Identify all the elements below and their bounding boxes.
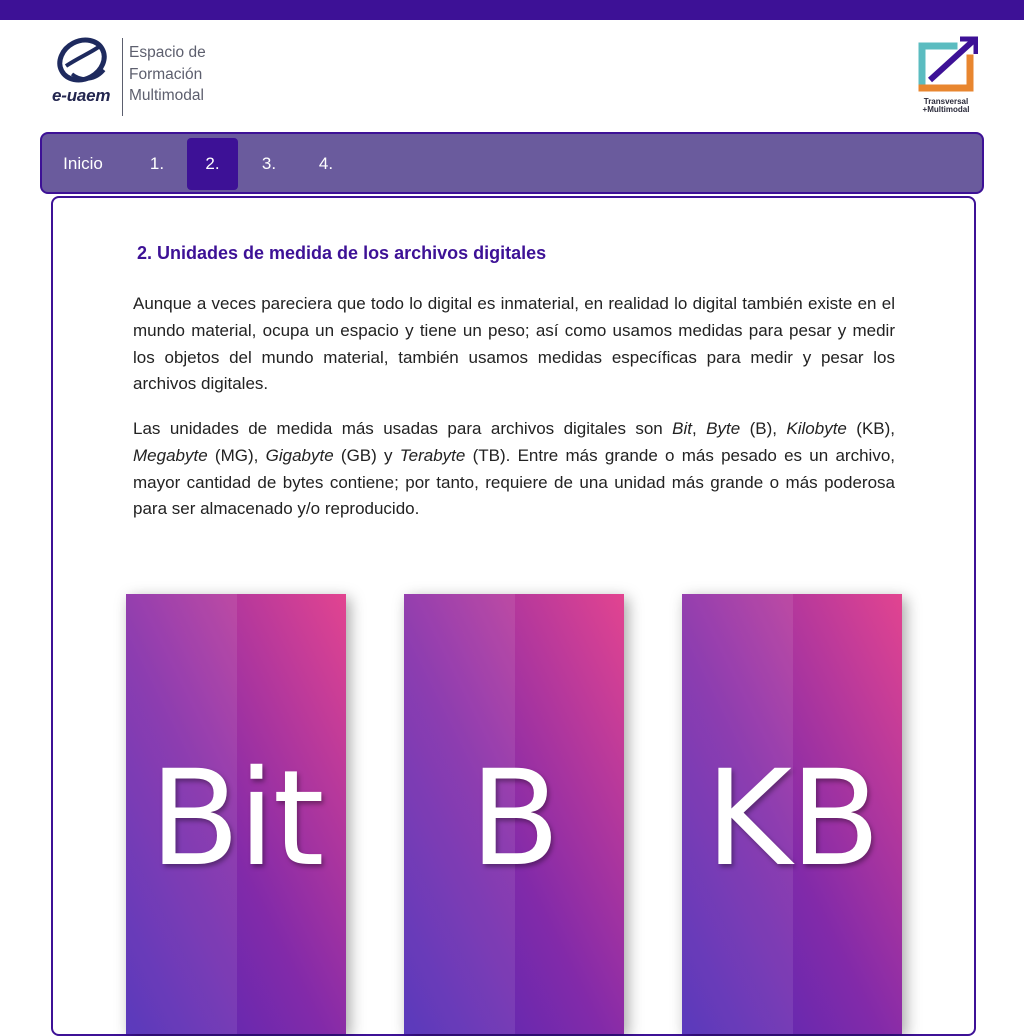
paragraph-text: (GB) y bbox=[333, 445, 400, 465]
euaem-logo[interactable] bbox=[52, 36, 232, 120]
card-label: Bit bbox=[149, 742, 323, 896]
paragraph-text: , bbox=[692, 419, 707, 438]
paragraph-units bbox=[133, 416, 895, 523]
nav-item-3[interactable]: 3. bbox=[261, 154, 277, 173]
transversal-logo[interactable] bbox=[914, 36, 978, 116]
logo-short-name: e-uaem bbox=[52, 86, 111, 105]
unit-byte: Byte bbox=[706, 419, 741, 438]
unit-card-byte[interactable] bbox=[404, 594, 624, 1034]
unit-kilobyte: Kilobyte bbox=[786, 419, 847, 438]
logo-divider bbox=[122, 38, 123, 116]
paragraph-text: (TB). Entre más grande o más pesado es un archivo, mayor cantidad de bytes contiene; por tanto, requiere de una unidad más grande o más poderosa para ser almacenado y/o reproducido. bbox=[133, 445, 895, 519]
transversal-caption bbox=[914, 98, 978, 114]
transversal-arrow-icon bbox=[914, 36, 978, 96]
euaem-logo-mark-icon bbox=[52, 36, 122, 120]
logo-line: Formación bbox=[129, 65, 203, 83]
unit-card-kilobyte[interactable] bbox=[682, 594, 902, 1034]
logo-line: Multimodal bbox=[129, 87, 204, 104]
nav-item-4[interactable]: 4. bbox=[318, 154, 334, 173]
paragraph-text: (B), bbox=[740, 419, 787, 438]
caption-line: +Multimodal bbox=[922, 105, 970, 114]
nav-item-inicio[interactable]: Inicio bbox=[63, 154, 103, 173]
section-heading: 2. Unidades de medida de los archivos digitales bbox=[137, 243, 547, 263]
unit-megabyte: Megabyte bbox=[133, 445, 208, 465]
card-label: KB bbox=[705, 742, 879, 896]
paragraph-text: Las unidades de medida más usadas para archivos digitales son bbox=[133, 419, 673, 438]
top-bar bbox=[0, 0, 1024, 20]
section-nav bbox=[40, 132, 984, 194]
unit-terabyte: Terabyte bbox=[399, 445, 466, 465]
logo-title bbox=[129, 42, 206, 107]
paragraph-text: (KB), bbox=[846, 419, 896, 438]
unit-card-bit[interactable] bbox=[126, 594, 346, 1034]
paragraph-text: (MG), bbox=[207, 445, 266, 465]
card-label: B bbox=[469, 742, 559, 896]
logo-line: Espacio de bbox=[129, 44, 206, 61]
nav-item-2-active[interactable]: 2. bbox=[187, 138, 238, 190]
unit-bit: Bit bbox=[672, 419, 693, 438]
unit-gigabyte: Gigabyte bbox=[265, 445, 334, 465]
nav-item-1[interactable]: 1. bbox=[149, 154, 165, 173]
paragraph-intro: Aunque a veces pareciera que todo lo digital es inmaterial, en realidad lo digital también existe en el mundo material, ocupa un espacio y tiene un peso; así como usamos medidas para pesar y medir los objetos del mundo material, también usamos medidas específicas para medir y pesar los archivos digitales. bbox=[133, 294, 895, 394]
caption-line: Transversal bbox=[923, 97, 969, 106]
